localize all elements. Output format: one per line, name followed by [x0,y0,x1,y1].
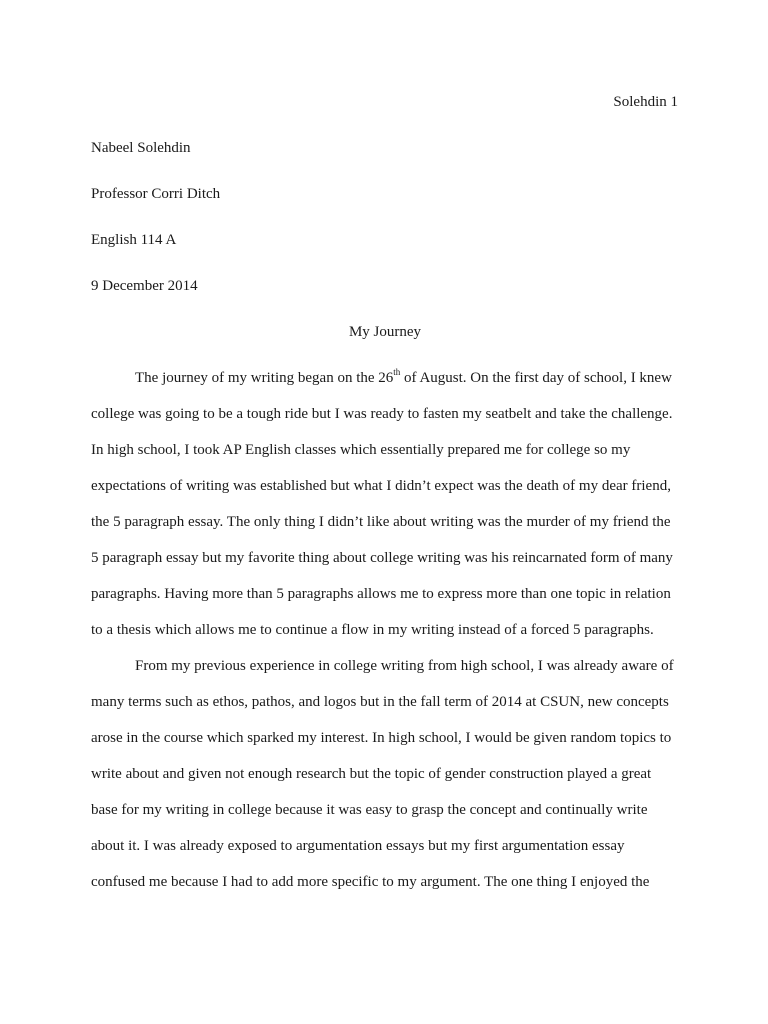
paragraph-line: expectations of writing was established but what I didn’t expect was the death of my dear friend, [91,478,671,494]
paragraph-line: write about and given not enough research but the topic of gender construction played a great [91,766,652,782]
instructor-name: Professor Corri Ditch [91,186,221,202]
paragraph [91,368,679,656]
paragraph-line: college was going to be a tough ride but I was ready to fasten my seatbelt and take the challenge. [91,406,673,422]
line-text: of August. On the first day of school, I knew [400,370,672,386]
paragraph-line: 5 paragraph essay but my favorite thing about college writing was his reincarnated form of many [91,550,673,566]
paragraph [91,656,679,908]
paragraph-line: From my previous experience in college writing from high school, I was already aware of [135,658,674,674]
line-text: The journey of my writing began on the 26 [135,370,394,386]
course-name: English 114 A [91,232,177,248]
mla-heading [91,138,679,322]
author-name: Nabeel Solehdin [91,140,191,156]
paragraph-line: base for my writing in college because it was easy to grasp the concept and continually write [91,802,648,818]
paragraph-line: arose in the course which sparked my interest. In high school, I would be given random topics to [91,730,672,746]
paragraph-line: about it. I was already exposed to argumentation essays but my first argumentation essay [91,838,625,854]
paragraph-line: confused me because I had to add more specific to my argument. The one thing I enjoyed the [91,874,650,890]
essay-body [91,368,679,908]
essay-date: 9 December 2014 [91,278,198,294]
essay-title: My Journey [348,324,422,340]
paragraph-line [91,368,679,404]
paragraph-line: In high school, I took AP English classes which essentially prepared me for college so my [91,442,631,458]
paragraph-line: the 5 paragraph essay. The only thing I didn’t like about writing was the murder of my friend the [91,514,671,530]
paragraph-line: to a thesis which allows me to continue a flow in my writing instead of a forced 5 paragraphs. [91,622,654,638]
paragraph-line: many terms such as ethos, pathos, and logos but in the fall term of 2014 at CSUN, new concepts [91,694,669,710]
running-head: Solehdin 1 [613,94,678,110]
paragraph-line: paragraphs. Having more than 5 paragraphs allows me to express more than one topic in relation [91,586,671,602]
ordinal-superscript: th [393,367,401,377]
